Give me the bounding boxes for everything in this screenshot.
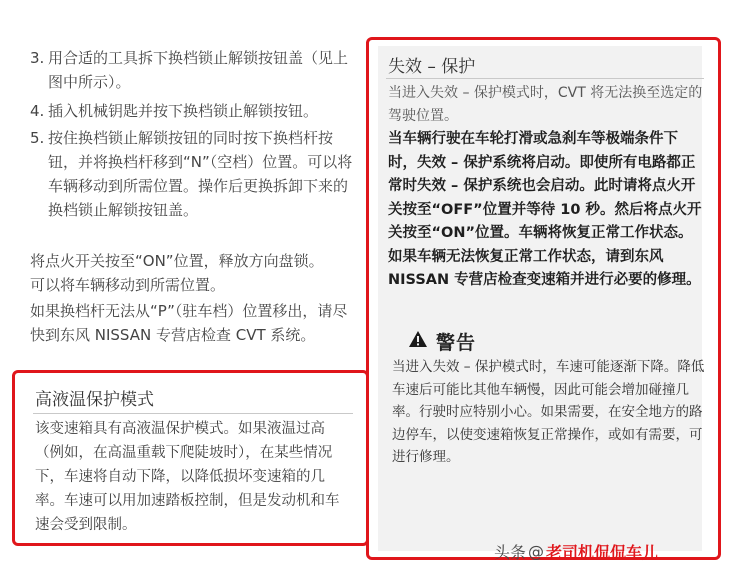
high-temp-protection-box bbox=[12, 370, 369, 546]
section-body: 该变速箱具有高液温保护模式。如果液温过高（例如，在高温重载下爬陡坡时），在某些情况下，车速将自动下降，以降低损坏变速箱的几率。车速可以用加速踏板控制，但是发动机和车速会受到限制。 bbox=[35, 421, 340, 533]
step-3 bbox=[30, 46, 360, 94]
fail-safe-panel bbox=[378, 46, 705, 551]
paragraph-cvt-check: 如果换档杆无法从“P”（驻车档）位置移出，请尽快到东风 NISSAN 专营店检查 CVT 系统。 bbox=[30, 302, 348, 344]
paragraph-move-vehicle: 可以将车辆移动到所需位置。 bbox=[30, 276, 226, 294]
warning-text: 当进入失效 – 保护模式时，车速可能逐渐下降。降低车速后可能比其他车辆慢，因此可能会增加碰撞几率。行驶时应特别小心。如果需要，在安全地方的路边停车，以使变速箱恢复正常操作，或如有需要，可进行修理。 bbox=[392, 359, 705, 466]
step-text: 用合适的工具拆下换档锁止解锁按钮盖（见上图中所示）。 bbox=[48, 49, 349, 91]
watermark bbox=[494, 536, 658, 566]
title-divider bbox=[33, 413, 353, 414]
step-4 bbox=[30, 99, 360, 123]
step-text: 按住换档锁止解锁按钮的同时按下换档杆按钮，并将换档杆移到“N”（空档）位置。可以将车辆移动到所需位置。操作后更换拆卸下来的换档锁止解锁按钮盖。 bbox=[48, 129, 353, 219]
warning-triangle-icon bbox=[408, 330, 428, 352]
fail-safe-intro: 当进入失效 – 保护模式时，CVT 将无法换至选定的驾驶位置。 bbox=[388, 85, 703, 124]
section-title: 高液温保护模式 bbox=[35, 390, 154, 410]
watermark-at: @ bbox=[528, 541, 545, 561]
step-text: 插入机械钥匙并按下换档锁止解锁按钮。 bbox=[48, 102, 319, 120]
paragraph-ignition-on: 将点火开关按至“ON”位置，释放方向盘锁。 bbox=[30, 252, 324, 270]
step-5 bbox=[30, 126, 360, 222]
title-divider bbox=[386, 78, 704, 79]
watermark-name: 老司机侃侃车儿 bbox=[546, 542, 659, 562]
fail-safe-box bbox=[366, 37, 721, 560]
section-title: 失效 – 保护 bbox=[388, 57, 476, 77]
step-number: 3. bbox=[30, 49, 45, 67]
fail-safe-bold-text: 当车辆行驶在车轮打滑或急刹车等极端条件下时，失效 – 保护系统将启动。即使所有电路都正常时失效 – 保护系统也会启动。此时请将点火开关按至“OFF”位置并等待 10 秒。然后将点火开关按至“ON”位置。车辆将恢复正常工作状态。如果车辆无法恢复正常工作状态，请到东风 NISSAN 专营店检查变速箱并进行必要的修理。 bbox=[388, 131, 702, 288]
step-number: 5. bbox=[30, 129, 45, 147]
watermark-brand: 头条 bbox=[494, 542, 527, 562]
warning-heading bbox=[408, 328, 476, 354]
step-number: 4. bbox=[30, 102, 45, 120]
warning-label: 警告 bbox=[436, 331, 477, 354]
